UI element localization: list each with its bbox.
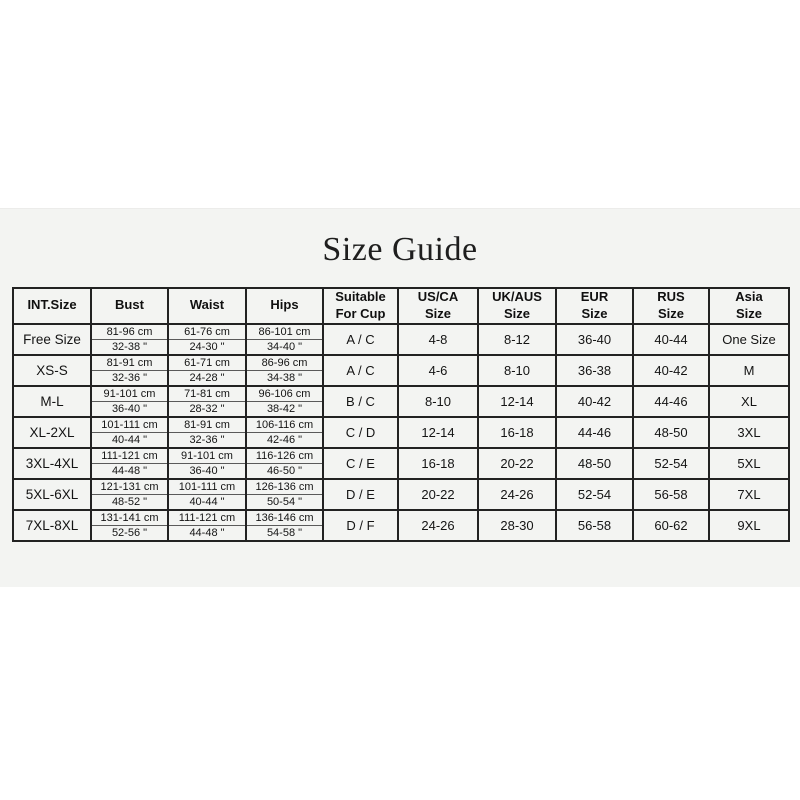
- cell-uk-aus: 28-30: [478, 510, 556, 541]
- cell-int-size: 5XL-6XL: [13, 479, 91, 510]
- cell-cup: C / D: [323, 417, 398, 448]
- cell-eur: 40-42: [556, 386, 633, 417]
- cell-hips-cm: 116-126 cm: [246, 448, 323, 464]
- cell-asia: 7XL: [709, 479, 789, 510]
- cell-hips-in: 50-54 ": [246, 494, 323, 510]
- cell-cup: A / C: [323, 355, 398, 386]
- size-row: [13, 417, 789, 433]
- cell-hips-cm: 106-116 cm: [246, 417, 323, 433]
- cell-eur: 36-40: [556, 324, 633, 355]
- cell-uk-aus: 16-18: [478, 417, 556, 448]
- cell-bust-cm: 101-111 cm: [91, 417, 168, 433]
- cell-rus: 48-50: [633, 417, 709, 448]
- cell-bust-cm: 91-101 cm: [91, 386, 168, 402]
- header-hips: Hips: [246, 288, 323, 324]
- cell-waist-in: 24-28 ": [168, 370, 246, 386]
- cell-waist-in: 36-40 ": [168, 463, 246, 479]
- cell-bust-in: 32-36 ": [91, 370, 168, 386]
- cell-int-size: M-L: [13, 386, 91, 417]
- size-row: [13, 324, 789, 340]
- cell-bust-cm: 131-141 cm: [91, 510, 168, 526]
- cell-us-ca: 16-18: [398, 448, 478, 479]
- cell-bust-cm: 121-131 cm: [91, 479, 168, 495]
- header-us-ca: US/CA Size: [398, 288, 478, 324]
- cell-waist-in: 28-32 ": [168, 401, 246, 417]
- cell-waist-cm: 111-121 cm: [168, 510, 246, 526]
- cell-waist-in: 40-44 ": [168, 494, 246, 510]
- cell-waist-cm: 71-81 cm: [168, 386, 246, 402]
- cell-hips-cm: 126-136 cm: [246, 479, 323, 495]
- cell-bust-cm: 81-96 cm: [91, 324, 168, 340]
- header-uk-aus: UK/AUS Size: [478, 288, 556, 324]
- cell-bust-in: 32-38 ": [91, 339, 168, 355]
- cell-us-ca: 8-10: [398, 386, 478, 417]
- cell-eur: 36-38: [556, 355, 633, 386]
- cell-rus: 44-46: [633, 386, 709, 417]
- cell-us-ca: 20-22: [398, 479, 478, 510]
- cell-asia: XL: [709, 386, 789, 417]
- cell-bust-in: 48-52 ": [91, 494, 168, 510]
- cell-asia: 3XL: [709, 417, 789, 448]
- cell-cup: C / E: [323, 448, 398, 479]
- cell-eur: 56-58: [556, 510, 633, 541]
- cell-asia: M: [709, 355, 789, 386]
- cell-int-size: 7XL-8XL: [13, 510, 91, 541]
- cell-us-ca: 4-6: [398, 355, 478, 386]
- cell-hips-in: 54-58 ": [246, 525, 323, 541]
- cell-bust-in: 44-48 ": [91, 463, 168, 479]
- header-cup: Suitable For Cup: [323, 288, 398, 324]
- page-title: Size Guide: [322, 231, 478, 268]
- cell-eur: 44-46: [556, 417, 633, 448]
- cell-cup: D / E: [323, 479, 398, 510]
- size-row: [13, 386, 789, 402]
- cell-hips-cm: 86-101 cm: [246, 324, 323, 340]
- cell-us-ca: 24-26: [398, 510, 478, 541]
- cell-hips-cm: 86-96 cm: [246, 355, 323, 371]
- content-panel: [0, 208, 800, 587]
- cell-waist-cm: 61-71 cm: [168, 355, 246, 371]
- cell-hips-in: 46-50 ": [246, 463, 323, 479]
- header-eur: EUR Size: [556, 288, 633, 324]
- cell-uk-aus: 8-10: [478, 355, 556, 386]
- cell-cup: D / F: [323, 510, 398, 541]
- size-row: [13, 448, 789, 464]
- cell-int-size: XL-2XL: [13, 417, 91, 448]
- size-row: [13, 479, 789, 495]
- cell-int-size: Free Size: [13, 324, 91, 355]
- cell-us-ca: 12-14: [398, 417, 478, 448]
- cell-waist-in: 44-48 ": [168, 525, 246, 541]
- cell-asia: 5XL: [709, 448, 789, 479]
- cell-us-ca: 4-8: [398, 324, 478, 355]
- table-header: [13, 288, 789, 324]
- header-int-size: INT.Size: [13, 288, 91, 324]
- cell-hips-in: 34-38 ": [246, 370, 323, 386]
- cell-eur: 52-54: [556, 479, 633, 510]
- size-guide-table: [12, 287, 790, 542]
- size-row: [13, 510, 789, 526]
- header-waist: Waist: [168, 288, 246, 324]
- cell-rus: 60-62: [633, 510, 709, 541]
- cell-asia: One Size: [709, 324, 789, 355]
- cell-int-size: XS-S: [13, 355, 91, 386]
- cell-eur: 48-50: [556, 448, 633, 479]
- cell-hips-in: 42-46 ": [246, 432, 323, 448]
- header-bust: Bust: [91, 288, 168, 324]
- cell-cup: B / C: [323, 386, 398, 417]
- header-row: [13, 288, 789, 324]
- cell-hips-in: 38-42 ": [246, 401, 323, 417]
- cell-bust-in: 52-56 ": [91, 525, 168, 541]
- table-body: [13, 324, 789, 541]
- cell-bust-cm: 81-91 cm: [91, 355, 168, 371]
- cell-bust-in: 40-44 ": [91, 432, 168, 448]
- cell-waist-cm: 61-76 cm: [168, 324, 246, 340]
- cell-waist-in: 24-30 ": [168, 339, 246, 355]
- cell-waist-in: 32-36 ": [168, 432, 246, 448]
- cell-waist-cm: 81-91 cm: [168, 417, 246, 433]
- cell-cup: A / C: [323, 324, 398, 355]
- cell-uk-aus: 24-26: [478, 479, 556, 510]
- cell-uk-aus: 12-14: [478, 386, 556, 417]
- size-row: [13, 355, 789, 371]
- cell-uk-aus: 8-12: [478, 324, 556, 355]
- cell-asia: 9XL: [709, 510, 789, 541]
- cell-int-size: 3XL-4XL: [13, 448, 91, 479]
- cell-hips-cm: 96-106 cm: [246, 386, 323, 402]
- cell-bust-cm: 111-121 cm: [91, 448, 168, 464]
- cell-waist-cm: 101-111 cm: [168, 479, 246, 495]
- cell-hips-cm: 136-146 cm: [246, 510, 323, 526]
- cell-uk-aus: 20-22: [478, 448, 556, 479]
- cell-hips-in: 34-40 ": [246, 339, 323, 355]
- header-rus: RUS Size: [633, 288, 709, 324]
- header-asia: Asia Size: [709, 288, 789, 324]
- cell-rus: 40-42: [633, 355, 709, 386]
- cell-bust-in: 36-40 ": [91, 401, 168, 417]
- cell-rus: 56-58: [633, 479, 709, 510]
- cell-waist-cm: 91-101 cm: [168, 448, 246, 464]
- cell-rus: 52-54: [633, 448, 709, 479]
- cell-rus: 40-44: [633, 324, 709, 355]
